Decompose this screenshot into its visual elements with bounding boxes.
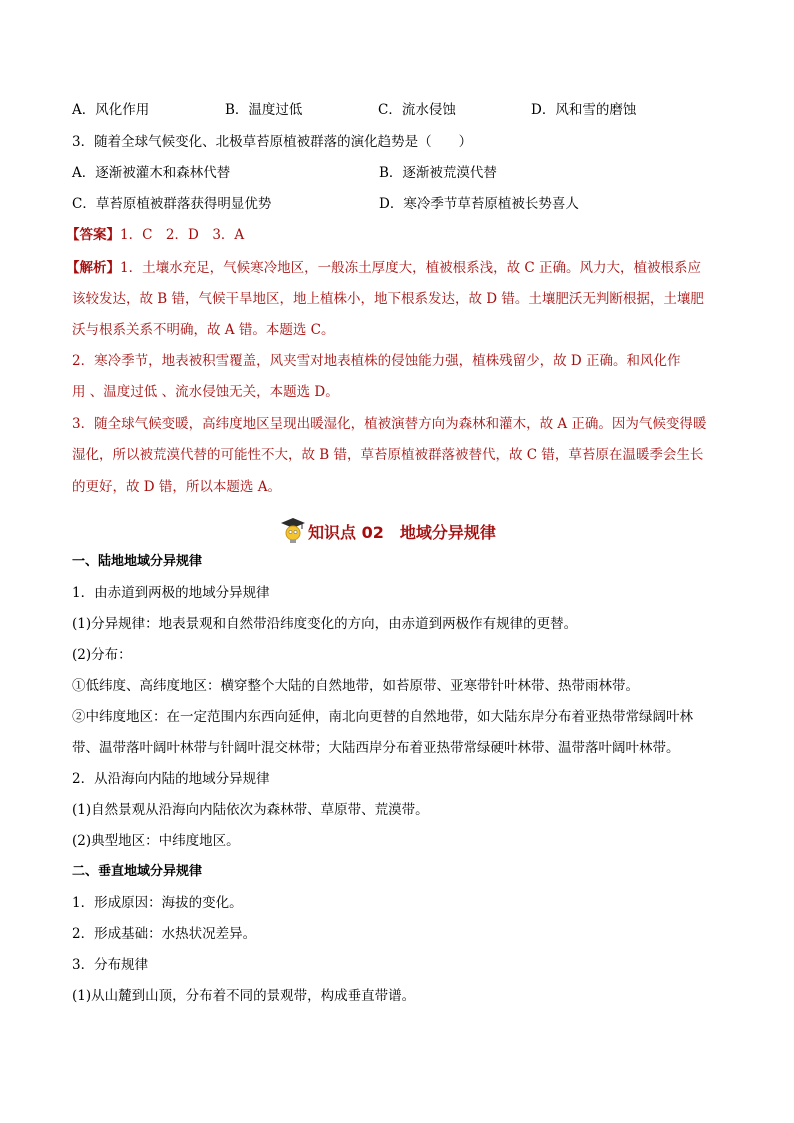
section1-sub1-p1: (1)分异规律：地表景观和自然带沿纬度变化的方向，由赤道到两极作有规律的更替。 xyxy=(72,616,578,632)
answer-tag: 【答案】 xyxy=(66,227,120,243)
q2-option-a: A．风化作用 xyxy=(72,102,150,118)
section2-sub2: 2．形成基础：水热状况差异。 xyxy=(72,926,257,942)
analysis-p3-l2: 湿化，所以被荒漠代替的可能性不大，故 B 错，草苔原植被群落被替代，故 C 错，草苔原在温暖季会生长 xyxy=(72,447,704,463)
q2-option-d: D．风和雪的磨蚀 xyxy=(531,102,637,118)
q2-option-b: B．温度过低 xyxy=(225,102,303,118)
graduate-bulb-icon xyxy=(280,517,306,545)
knowledge-point-heading: 知识点 02 地域分异规律 xyxy=(308,522,496,542)
analysis-p1-l1: 1．土壤水充足，气候寒冷地区，一般冻土厚度大，植被根系浅，故 C 正确。风力大，植被根系应 xyxy=(120,260,701,276)
section1-sub2-p1: (1)自然景观从沿海向内陆依次为森林带、草原带、荒漠带。 xyxy=(72,802,429,818)
section2-sub3: 3．分布规律 xyxy=(72,957,149,973)
analysis-p1-l2: 该较发达，故 B 错，气候干旱地区，地上植株小，地下根系发达，故 D 错。土壤肥沃无判断根据，土壤肥 xyxy=(72,291,704,307)
section1-sub1-p2: (2)分布： xyxy=(72,647,132,663)
analysis-p3-l3: 的更好，故 D 错，所以本题选 A。 xyxy=(72,479,281,495)
answer-line xyxy=(66,225,244,245)
q3-option-a: A．逐渐被灌木和森林代替 xyxy=(72,165,231,181)
section1-sub2: 2．从沿海向内陆的地域分异规律 xyxy=(72,771,270,787)
section2-heading: 二、垂直地域分异规律 xyxy=(72,864,203,879)
q3-option-d: D．寒冷季节草苔原植被长势喜人 xyxy=(379,196,579,212)
section1-sub1-p3: ①低纬度、高纬度地区：横穿整个大陆的自然地带，如苔原带、亚寒带针叶林带、热带雨林带。 xyxy=(72,678,639,694)
section1-heading: 一、陆地地域分异规律 xyxy=(72,554,203,569)
q3-stem: 3．随着全球气候变化、北极草苔原植被群落的演化趋势是（ ） xyxy=(72,134,473,150)
section1-sub1: 1．由赤道到两极的地域分异规律 xyxy=(72,585,270,601)
analysis-p2-l1: 2．寒冷季节，地表被积雪覆盖，风夹雪对地表植株的侵蚀能力强，植株残留少，故 D 正确。和风化作 xyxy=(72,353,681,369)
section2-sub1: 1．形成原因：海拔的变化。 xyxy=(72,895,243,911)
q3-option-b: B．逐渐被荒漠代替 xyxy=(379,165,497,181)
section1-sub2-p2: (2)典型地区：中纬度地区。 xyxy=(72,833,240,849)
answer-text: 1．C 2．D 3．A xyxy=(120,227,245,243)
section1-sub1-p4-l1: ②中纬度地区：在一定范围内东西向延伸，南北向更替的自然地带，如大陆东岸分布着亚热带常绿阔叶林 xyxy=(72,709,693,725)
section2-sub3-p1: (1)从山麓到山顶，分布着不同的景观带，构成垂直带谱。 xyxy=(72,988,416,1004)
analysis-p2-l2: 用 、温度过低 、流水侵蚀无关，本题选 D。 xyxy=(72,384,339,400)
analysis-p3-l1: 3．随全球气候变暖，高纬度地区呈现出暖湿化，植被演替方向为森林和灌木，故 A 正确。因为气候变得暖 xyxy=(72,416,707,432)
knowledge-point-title xyxy=(280,516,496,546)
q3-option-c: C．草苔原植被群落获得明显优势 xyxy=(72,196,272,212)
analysis-line-1 xyxy=(66,258,701,278)
analysis-tag: 【解析】 xyxy=(66,260,120,276)
analysis-p1-l3: 沃与根系关系不明确，故 A 错。本题选 C。 xyxy=(72,322,335,338)
section1-sub1-p4-l2: 带、温带落叶阔叶林带与针阔叶混交林带；大陆西岸分布着亚热带常绿硬叶林带、温带落叶阔叶林带。 xyxy=(72,740,680,756)
q2-option-c: C．流水侵蚀 xyxy=(378,102,456,118)
